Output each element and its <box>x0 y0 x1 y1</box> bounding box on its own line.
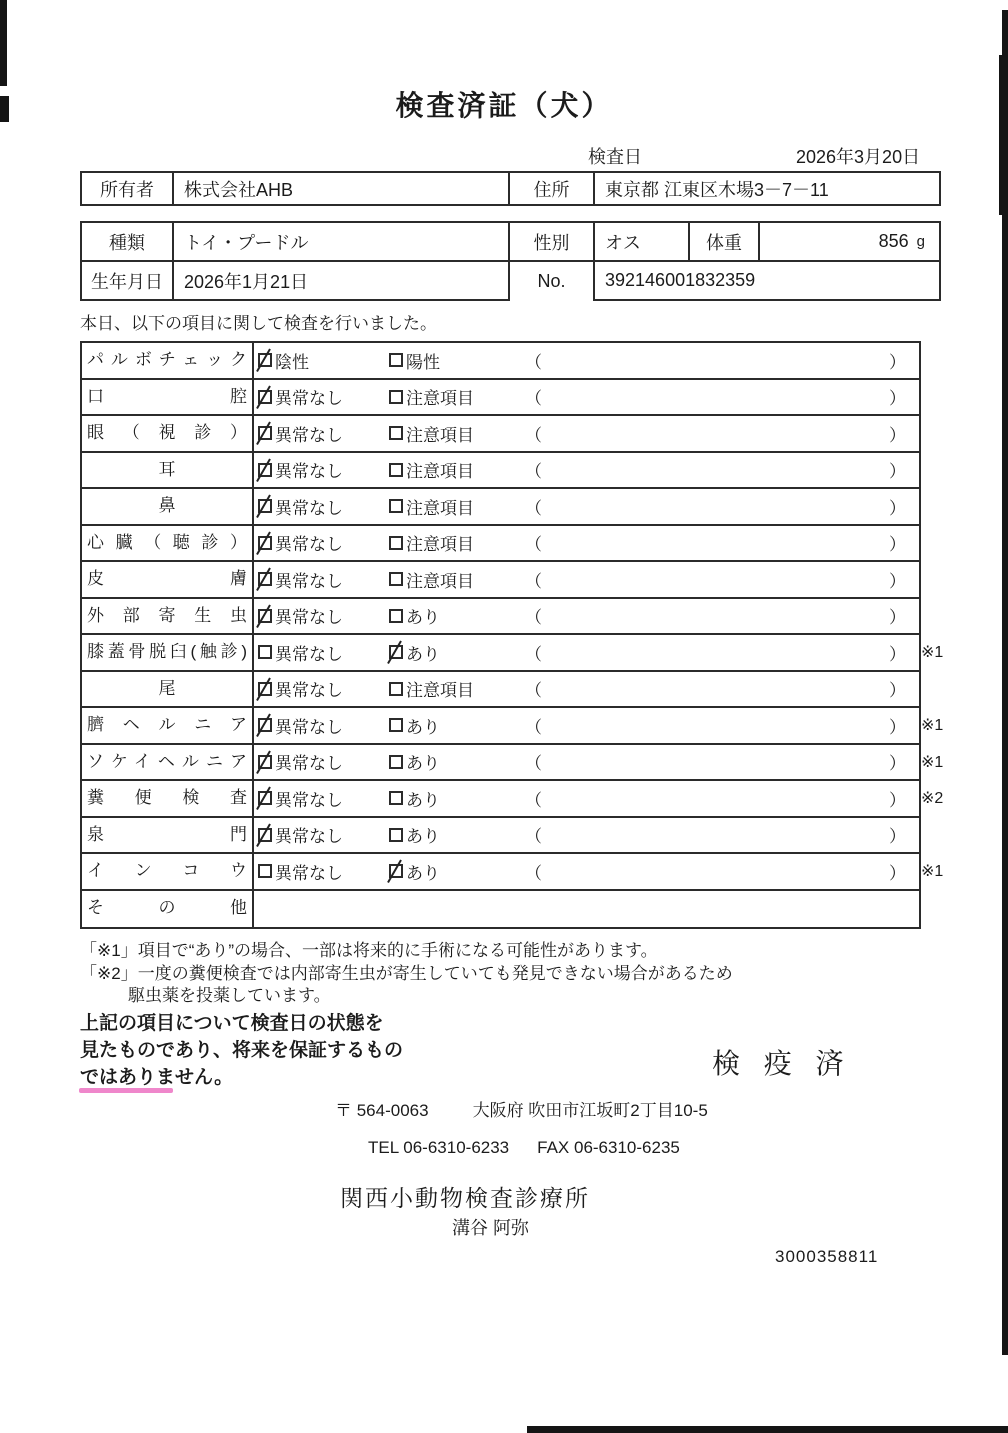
exam-options <box>254 672 919 707</box>
paren-open: （ <box>525 717 542 737</box>
exam-options <box>254 526 919 561</box>
paren-close: ） <box>889 644 906 664</box>
checklist-row-umbilical-hernia <box>82 708 944 745</box>
option-label: あり <box>406 717 440 737</box>
checklist-row-parvo <box>82 343 919 380</box>
checkbox-icon <box>389 426 403 440</box>
checkbox-icon <box>258 390 272 404</box>
option-label: 注意項目 <box>406 535 474 555</box>
checklist-row-fontanelle <box>82 818 919 855</box>
option-label: 異常なし <box>275 754 343 774</box>
option-normal <box>258 494 389 519</box>
paren-open: （ <box>525 681 542 701</box>
remarks-blank <box>520 457 919 482</box>
option-present <box>389 749 520 774</box>
paren-close: ） <box>889 352 906 372</box>
weight-unit: g <box>916 233 925 250</box>
checklist-row-ears <box>82 453 919 490</box>
paren-close: ） <box>889 608 906 628</box>
exam-options <box>254 562 919 597</box>
highlighter-scan-mark <box>79 1088 173 1093</box>
checkbox-icon <box>389 463 403 477</box>
option-normal <box>258 749 389 774</box>
birthdate-value-cell: 2026年1月21日 <box>172 260 510 301</box>
checkbox-icon <box>389 609 403 623</box>
remarks-blank <box>520 749 919 774</box>
checkbox-icon <box>389 864 403 878</box>
exam-options <box>254 854 919 889</box>
option-present <box>389 859 520 884</box>
clinic-name: 関西小動物検査診療所 <box>340 1185 590 1211</box>
option-present <box>389 822 520 847</box>
exam-options <box>254 745 919 780</box>
checkbox-icon <box>389 791 403 805</box>
checkbox-icon <box>389 536 403 550</box>
checklist-row-cryptorchidism <box>82 854 944 891</box>
inspection-date-value: 2026年3月20日 <box>796 147 921 167</box>
checkbox-icon <box>258 828 272 842</box>
quarantine-passed-stamp: 検 疫 済 <box>712 1048 852 1079</box>
option-normal <box>258 567 389 592</box>
clinic-fax: FAX 06-6310-6235 <box>537 1138 680 1157</box>
option-normal <box>258 822 389 847</box>
checkbox-icon <box>258 353 272 367</box>
clinic-tel: TEL 06-6310-6233 <box>368 1138 510 1157</box>
option-caution <box>389 676 520 701</box>
option-caution <box>389 421 520 446</box>
option-label: 注意項目 <box>406 389 474 409</box>
remarks-blank <box>520 567 919 592</box>
option-label: 異常なし <box>275 644 343 664</box>
option-normal <box>258 713 389 738</box>
exam-options <box>254 380 919 415</box>
option-label: 異常なし <box>275 790 343 810</box>
exam-options <box>254 818 919 853</box>
row-footnote-ref: ※1 <box>921 644 944 662</box>
option-normal <box>258 457 389 482</box>
clinic-address: 大阪府 吹田市江坂町2丁目10-5 <box>472 1101 708 1120</box>
paren-open: （ <box>525 827 542 847</box>
option-label: あり <box>406 608 440 628</box>
footnote-2: 「※2」一度の糞便検査では内部寄生虫が寄生していても発見できない場合があるため <box>80 964 733 983</box>
paren-open: （ <box>525 352 542 372</box>
remarks-blank <box>520 786 919 811</box>
remarks-blank <box>520 713 919 738</box>
disclaimer-line-1: 上記の項目について検査日の状態を <box>80 1013 384 1034</box>
exam-item-label: 泉門 <box>82 818 254 853</box>
exam-item-label: インコウ <box>82 854 254 889</box>
exam-options <box>254 416 919 451</box>
exam-item-label: ソケイヘルニア <box>82 745 254 780</box>
checkbox-icon <box>389 682 403 696</box>
exam-options <box>254 635 919 670</box>
exam-item-label: 膝蓋骨脱臼(触診) <box>82 635 254 670</box>
option-caution <box>389 384 520 409</box>
option-label: 注意項目 <box>406 681 474 701</box>
option-negative <box>258 348 389 373</box>
weight-value: 856 <box>878 231 909 251</box>
option-label: 異常なし <box>275 863 343 883</box>
option-label: 異常なし <box>275 717 343 737</box>
paren-open: （ <box>525 608 542 628</box>
remarks-blank <box>520 676 919 701</box>
remarks-blank <box>520 348 919 373</box>
row-footnote-ref: ※1 <box>921 863 944 881</box>
option-label: あり <box>406 754 440 774</box>
exam-item-label: パルボチェック <box>82 343 254 378</box>
checklist-row-inguinal-hernia <box>82 745 944 782</box>
paren-close: ） <box>889 754 906 774</box>
remarks-blank <box>520 384 919 409</box>
remarks-blank <box>520 822 919 847</box>
exam-options <box>254 453 919 488</box>
option-label: 異常なし <box>275 608 343 628</box>
remarks-blank <box>520 530 919 555</box>
row-footnote-ref: ※2 <box>921 790 944 808</box>
paren-open: （ <box>525 462 542 482</box>
checkbox-icon <box>389 718 403 732</box>
paren-close: ） <box>889 571 906 591</box>
paren-open: （ <box>525 535 542 555</box>
checkbox-icon <box>389 645 403 659</box>
checkbox-icon <box>258 536 272 550</box>
option-caution <box>389 567 520 592</box>
exam-options <box>254 489 919 524</box>
option-label: あり <box>406 790 440 810</box>
paren-open: （ <box>525 863 542 883</box>
scan-artifact-bottom-bar <box>527 1426 1008 1433</box>
option-caution <box>389 530 520 555</box>
option-normal <box>258 859 389 884</box>
owner-value-cell: 株式会社AHB <box>172 171 510 206</box>
option-normal <box>258 421 389 446</box>
option-label: 陰性 <box>275 352 309 372</box>
exam-options <box>254 708 919 743</box>
paren-close: ） <box>889 863 906 883</box>
scan-artifact-top-left <box>0 0 7 86</box>
remarks-blank <box>520 494 919 519</box>
checkbox-icon <box>389 572 403 586</box>
checklist-row-mouth <box>82 380 919 417</box>
option-label: 注意項目 <box>406 498 474 518</box>
checkbox-icon <box>258 463 272 477</box>
exam-checklist-table <box>80 341 944 929</box>
checklist-row-patella <box>82 635 944 672</box>
option-label: 異常なし <box>275 425 343 445</box>
address-label-cell: 住所 <box>508 171 595 206</box>
option-label: 注意項目 <box>406 571 474 591</box>
paren-open: （ <box>525 498 542 518</box>
remarks-blank <box>520 640 919 665</box>
option-label: 異常なし <box>275 389 343 409</box>
paren-close: ） <box>889 425 906 445</box>
checkbox-icon <box>389 499 403 513</box>
paren-close: ） <box>889 389 906 409</box>
checkbox-icon <box>258 645 272 659</box>
scan-artifact-right-blob <box>999 55 1008 215</box>
exam-item-label: 眼（視診） <box>82 416 254 451</box>
checklist-row-skin <box>82 562 919 599</box>
paren-open: （ <box>525 571 542 591</box>
option-caution <box>389 457 520 482</box>
paren-open: （ <box>525 790 542 810</box>
exam-options <box>254 343 919 378</box>
paren-close: ） <box>889 790 906 810</box>
clinic-tel-fax <box>368 1138 680 1158</box>
paren-open: （ <box>525 644 542 664</box>
checkbox-icon <box>258 864 272 878</box>
paren-close: ） <box>889 535 906 555</box>
exam-options-empty <box>254 891 919 928</box>
option-label: 陽性 <box>406 352 440 372</box>
weight-value-cell <box>758 221 941 262</box>
inspection-date-label: 検査日 <box>588 147 642 167</box>
exam-item-label: 鼻 <box>82 489 254 524</box>
paren-close: ） <box>889 498 906 518</box>
checklist-row-external-parasites <box>82 599 919 636</box>
weight-label-cell: 体重 <box>688 221 760 262</box>
postal-code: 〒 564-0063 <box>335 1101 429 1120</box>
option-label: 異常なし <box>275 498 343 518</box>
checklist-row-other <box>82 891 919 928</box>
disclaimer-line-3: ではありません。 <box>80 1067 234 1088</box>
exam-options <box>254 781 919 816</box>
checkbox-icon <box>258 499 272 513</box>
checkbox-icon <box>258 718 272 732</box>
breed-label-cell: 種類 <box>80 221 174 262</box>
option-label: あり <box>406 827 440 847</box>
page-title: 検査済証（犬） <box>395 90 613 121</box>
row-footnote-ref: ※1 <box>921 753 944 771</box>
checklist-row-eyes <box>82 416 919 453</box>
exam-item-label: 外部寄生虫 <box>82 599 254 634</box>
footnote-1: 「※1」項目で“あり”の場合、一部は将来的に手術になる可能性があります。 <box>80 941 658 960</box>
checkbox-icon <box>258 572 272 586</box>
row-footnote-ref: ※1 <box>921 717 944 735</box>
exam-item-label: 糞便検査 <box>82 781 254 816</box>
checkbox-icon <box>389 353 403 367</box>
clinic-postal-address <box>335 1096 708 1121</box>
exam-item-label: 皮膚 <box>82 562 254 597</box>
exam-item-label: 尾 <box>82 672 254 707</box>
option-label: 注意項目 <box>406 425 474 445</box>
exam-item-label: 臍ヘルニア <box>82 708 254 743</box>
option-normal <box>258 384 389 409</box>
option-label: 異常なし <box>275 571 343 591</box>
checkbox-icon <box>389 390 403 404</box>
checklist-row-tail <box>82 672 919 709</box>
exam-options <box>254 599 919 634</box>
paren-close: ） <box>889 827 906 847</box>
id-number-value-cell: 392146001832359 <box>593 260 941 301</box>
address-value-cell: 東京都 江東区木場3－7－11 <box>593 171 941 206</box>
serial-number: 3000358811 <box>775 1247 879 1266</box>
option-normal <box>258 530 389 555</box>
disclaimer-line-2: 見たものであり、将来を保証するもの <box>80 1040 404 1061</box>
option-caution <box>389 494 520 519</box>
checkbox-icon <box>258 755 272 769</box>
remarks-blank <box>520 859 919 884</box>
exam-item-label: その他 <box>82 891 254 928</box>
exam-item-label: 心臓（聴診） <box>82 526 254 561</box>
option-normal <box>258 640 389 665</box>
checkbox-icon <box>389 828 403 842</box>
checkbox-icon <box>389 755 403 769</box>
option-normal <box>258 676 389 701</box>
checkbox-icon <box>258 791 272 805</box>
option-present <box>389 713 520 738</box>
id-number-label: No. <box>537 271 566 291</box>
veterinarian-name: 溝谷 阿弥 <box>452 1218 530 1238</box>
paren-open: （ <box>525 425 542 445</box>
paren-open: （ <box>525 754 542 774</box>
breed-value-cell: トイ・プードル <box>172 221 510 262</box>
option-present <box>389 640 520 665</box>
owner-label-cell: 所有者 <box>80 171 174 206</box>
checkbox-icon <box>258 426 272 440</box>
checkbox-icon <box>258 682 272 696</box>
exam-item-label: 耳 <box>82 453 254 488</box>
footnote-2-continued: 駆虫薬を投薬しています。 <box>128 986 331 1005</box>
option-label: あり <box>406 644 440 664</box>
birthdate-label-cell: 生年月日 <box>80 260 174 301</box>
paren-close: ） <box>889 681 906 701</box>
paren-open: （ <box>525 389 542 409</box>
option-label: 注意項目 <box>406 462 474 482</box>
option-normal <box>258 603 389 628</box>
sex-value-cell: オス <box>593 221 690 262</box>
option-present <box>389 786 520 811</box>
checklist-row-heart <box>82 526 919 563</box>
option-label: 異常なし <box>275 827 343 847</box>
option-present <box>389 603 520 628</box>
disclaimer-text <box>80 1010 403 1091</box>
checklist-row-nose <box>82 489 919 526</box>
scan-artifact-left <box>0 96 9 122</box>
exam-item-label: 口腔 <box>82 380 254 415</box>
option-label: 異常なし <box>275 535 343 555</box>
option-label: 異常なし <box>275 681 343 701</box>
option-positive <box>389 348 520 373</box>
checkbox-icon <box>258 609 272 623</box>
checklist-row-fecal-exam <box>82 781 944 818</box>
paren-close: ） <box>889 462 906 482</box>
option-label: 異常なし <box>275 462 343 482</box>
paren-close: ） <box>889 717 906 737</box>
intro-sentence: 本日、以下の項目に関して検査を行いました。 <box>80 314 437 333</box>
remarks-blank <box>520 603 919 628</box>
sex-label-cell: 性別 <box>508 221 595 262</box>
option-label: あり <box>406 863 440 883</box>
remarks-blank <box>520 421 919 446</box>
option-normal <box>258 786 389 811</box>
